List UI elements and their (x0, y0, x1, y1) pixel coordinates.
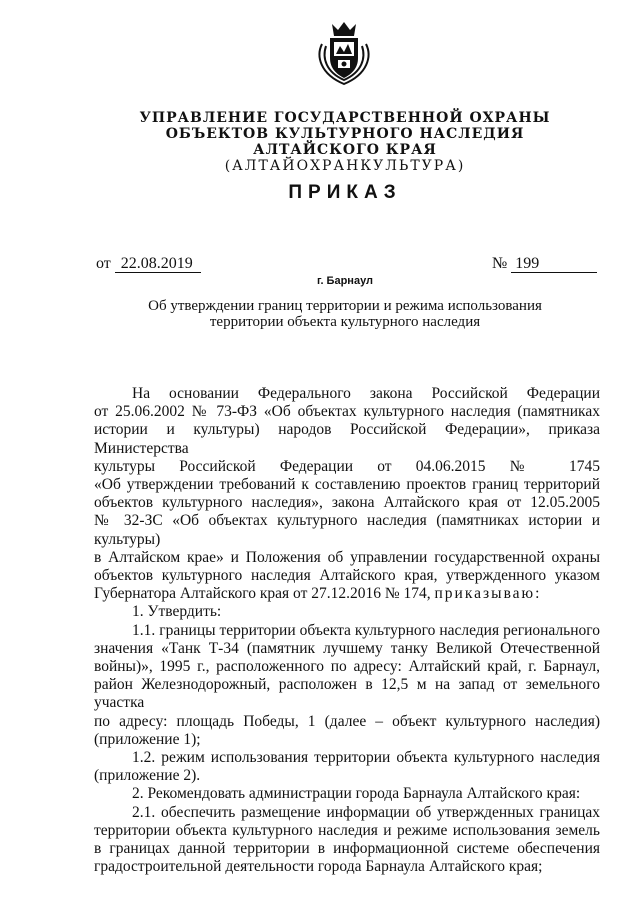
org-line-1: УПРАВЛЕНИЕ ГОСУДАРСТВЕННОЙ ОХРАНЫ (139, 110, 551, 126)
city: г. Барнаул (316, 275, 374, 287)
point-1-2-line: 1.2. режим использования территории объекта культурного наследия (132, 749, 600, 767)
document-subject (100, 298, 590, 330)
body-line: от 25.06.2002 № 73-ФЗ «Об объектах культурного наследия (памятниках (94, 403, 600, 421)
document-type-title: ПРИКАЗ (288, 182, 402, 203)
order-word: приказываю: (434, 585, 542, 603)
subject-line-2: территории объекта культурного наследия (209, 314, 481, 330)
number-prefix: № (492, 255, 508, 272)
date-prefix: от (96, 255, 111, 272)
point-1-1-line: (приложение 1); (94, 730, 201, 748)
point-2-1-line: территории объекта культурного наследия и режиме использования земель (94, 821, 600, 839)
body-line: № 32-ЗС «Об объектах культурного наследия (памятниках истории и культуры) (94, 512, 600, 548)
point-2-1-line: 2.1. обеспечить размещение информации об утвержденных границах (132, 803, 600, 821)
point-1-1-line: по адресу: площадь Победы, 1 (далее – объект культурного наследия) (94, 712, 600, 730)
body-line: объектов культурного наследия», закона Алтайского края от 12.05.2005 (94, 494, 600, 512)
subject-line-1: Об утверждении границ территории и режима использования (148, 298, 542, 314)
organization-name (100, 110, 590, 174)
org-line-3: АЛТАЙСКОГО КРАЯ (253, 142, 437, 158)
body-line: истории и культуры) народов Российской Федерации», приказа Министерства (94, 421, 600, 457)
document-body (94, 385, 600, 876)
point-1-1-line: войны)», 1995 г., расположенного по адресу: Алтайский край, г. Барнаул, (94, 658, 600, 676)
point-1-1-line: значения «Танк Т-34 (памятник лучшему танку Великой Отечественной (94, 639, 600, 657)
org-line-4: (АЛТАЙОХРАНКУЛЬТУРА) (224, 158, 466, 174)
body-line (94, 585, 600, 603)
point-2: 2. Рекомендовать администрации города Барнаула Алтайского края: (132, 785, 581, 803)
document-number: 199 (511, 256, 597, 273)
number-row (492, 255, 597, 273)
point-1-1-line: район Железнодорожный, расположен в 12,5 м на запад от земельного участка (94, 676, 600, 712)
document-date: 22.08.2019 (115, 256, 201, 273)
coat-of-arms-emblem (312, 16, 376, 88)
point-1: 1. Утвердить: (132, 603, 222, 621)
body-line: культуры Российской Федерации от 04.06.2015 № 1745 (94, 457, 600, 475)
org-line-2: ОБЪЕКТОВ КУЛЬТУРНОГО НАСЛЕДИЯ (165, 126, 525, 142)
body-line: объектов культурного наследия Алтайского края, утвержденного указом (94, 567, 600, 585)
point-2-1-line: градостроительной деятельности города Барнаула Алтайского края; (94, 858, 543, 876)
body-line: «Об утверждении требований к составлению проектов границ территорий (94, 476, 600, 494)
date-row (96, 255, 201, 273)
point-1-1-line: 1.1. границы территории объекта культурного наследия регионального (132, 621, 600, 639)
point-1-2-line: (приложение 2). (94, 767, 201, 785)
body-line-text: Губернатора Алтайского края от 27.12.2016 № 174, (94, 585, 431, 603)
body-line: На основании Федерального закона Российской Федерации (132, 385, 600, 402)
body-line: в Алтайском крае» и Положения об управлении государственной охраны (94, 548, 600, 566)
point-2-1-line: в границах данной территории в информационной системе обеспечения (94, 840, 600, 858)
